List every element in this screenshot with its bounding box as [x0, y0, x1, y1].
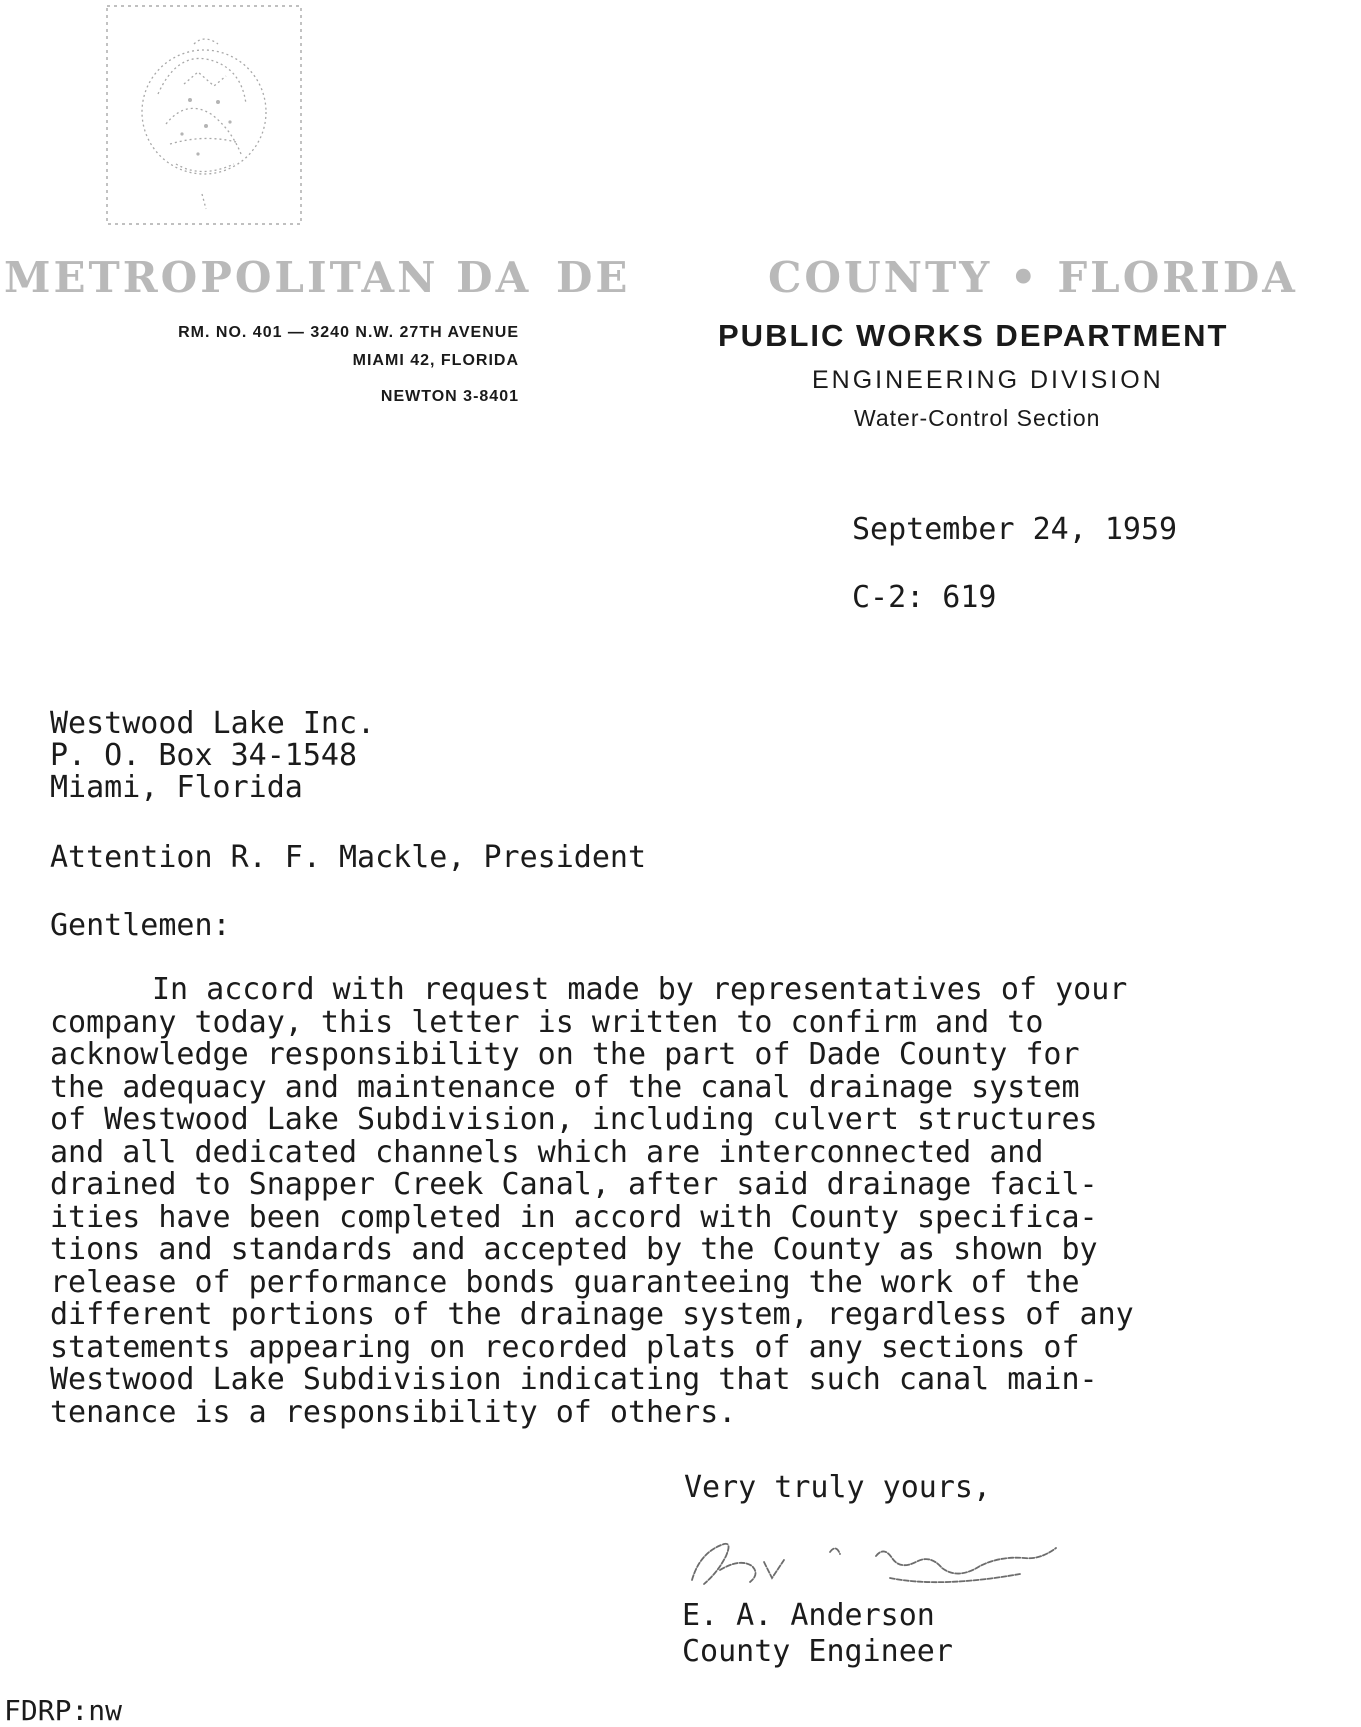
address-phone: NEWTON 3-8401: [380, 388, 519, 405]
body-line: Westwood Lake Subdivision indicating that such canal main-: [50, 1362, 1098, 1397]
section-name: Water-Control Section: [854, 405, 1101, 431]
address-line-2: MIAMI 42, FLORIDA: [352, 352, 519, 369]
signer-name: E. A. Anderson: [682, 1598, 935, 1633]
salutation: Gentlemen:: [50, 908, 231, 943]
body-line: of Westwood Lake Subdivision, including culvert structures: [50, 1102, 1098, 1137]
recipient-city: Miami, Florida: [50, 770, 303, 805]
body-line: acknowledge responsibility on the part of Dade County for: [50, 1037, 1080, 1072]
body-line: the adequacy and maintenance of the canal drainage system: [50, 1069, 1080, 1105]
body-line: and all dedicated channels which are interconnected and: [50, 1134, 1044, 1170]
attention-line: Attention R. F. Mackle, President: [50, 840, 647, 875]
body-line: drained to Snapper Creek Canal, after said drainage facil-: [50, 1167, 1098, 1202]
letter-date: September 24, 1959: [852, 512, 1178, 547]
signer-title: County Engineer: [682, 1634, 953, 1669]
address-line-1: RM. NO. 401 — 3240 N.W. 27TH AVENUE: [178, 324, 519, 341]
banner-text-middle: DE: [556, 253, 631, 302]
typist-initials: FDRP:nw: [4, 1694, 123, 1727]
body-line: statements appearing on recorded plats of any sections of: [50, 1329, 1080, 1365]
banner-text-right: COUNTY • FLORIDA: [768, 253, 1298, 302]
body-line: tenance is a responsibility of others.: [50, 1394, 737, 1430]
department-name: PUBLIC WORKS DEPARTMENT: [718, 318, 1229, 353]
reference-number: C-2: 619: [852, 580, 997, 615]
closing: Very truly yours,: [684, 1470, 992, 1505]
body-line: tions and standards and accepted by the County as shown by: [50, 1232, 1098, 1267]
recipient-address: [50, 708, 375, 804]
body-line: In accord with request made by representatives of your: [152, 972, 1128, 1007]
body-line: different portions of the drainage system, regardless of any: [50, 1297, 1134, 1332]
body-line: company today, this letter is written to confirm and to: [50, 1004, 1044, 1040]
body-line: release of performance bonds guaranteeing the work of the: [50, 1264, 1080, 1300]
recipient-name: Westwood Lake Inc.: [50, 706, 376, 741]
banner-text-left: METROPOLITAN DA: [4, 253, 532, 302]
recipient-box: P. O. Box 34-1548: [50, 738, 358, 773]
county-seal-icon: [106, 4, 302, 226]
body-line: ities have been completed in accord with County specifica-: [50, 1199, 1098, 1235]
letter-body: [50, 974, 1134, 1429]
signer-block: [682, 1598, 953, 1670]
division-name: ENGINEERING DIVISION: [812, 366, 1164, 394]
letterhead-banner: [0, 250, 1361, 306]
handwritten-signature-icon: [680, 1522, 1072, 1600]
